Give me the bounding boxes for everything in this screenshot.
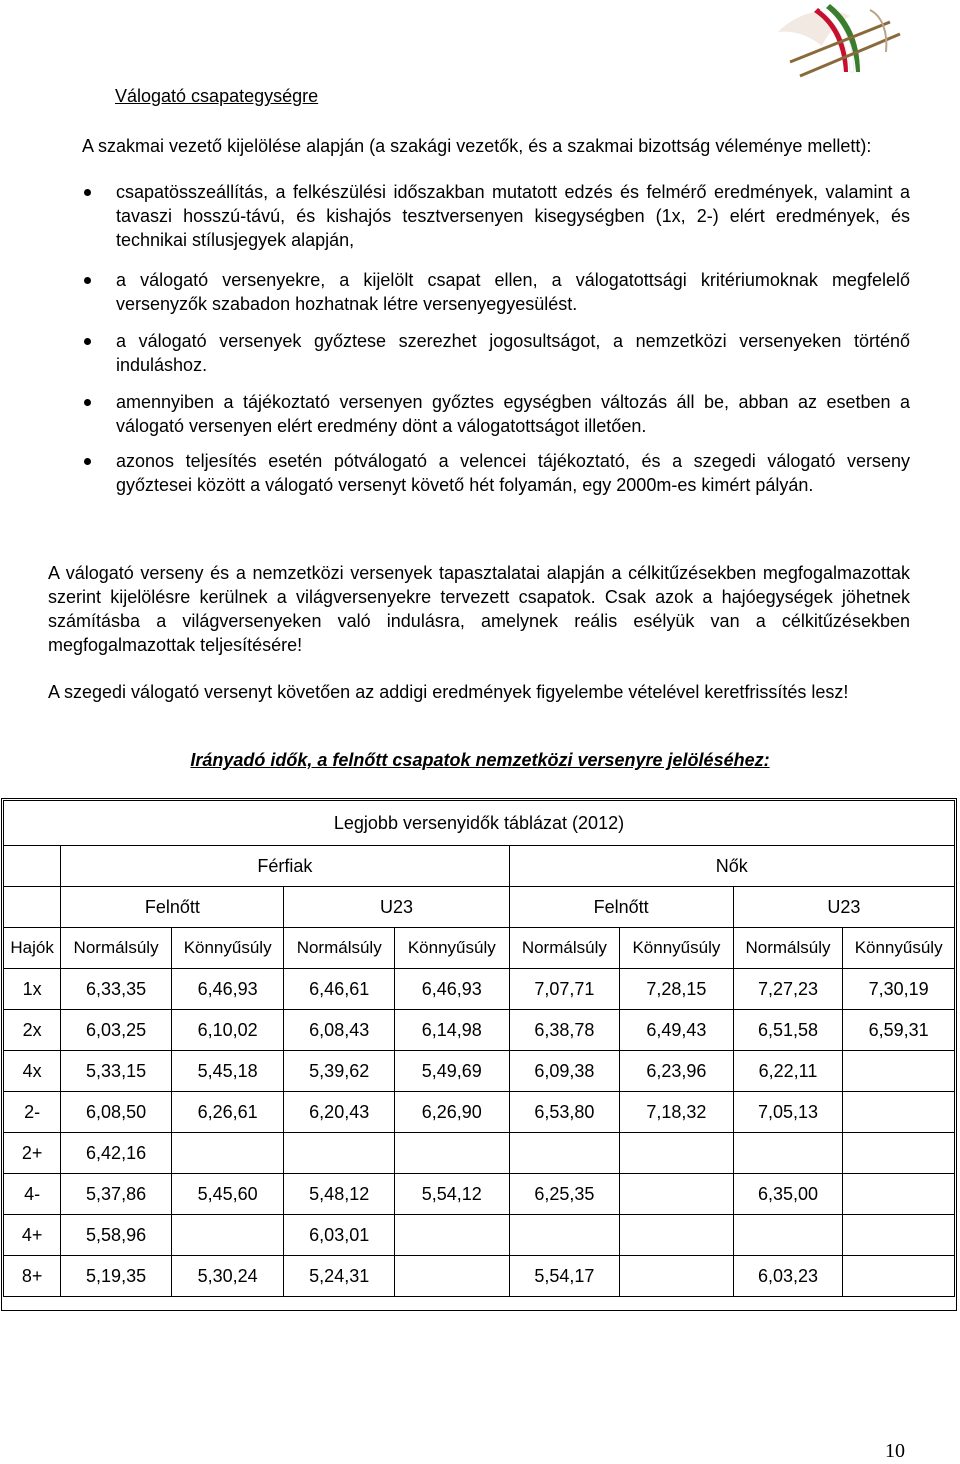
table-row: [4, 1174, 955, 1215]
table-cell-empty: [4, 846, 61, 887]
time-cell: [509, 1133, 620, 1174]
time-cell: 7,07,71: [509, 969, 620, 1010]
table-body: [4, 969, 955, 1297]
time-cell: [843, 1215, 955, 1256]
column-header: Könnyűsúly: [171, 928, 284, 969]
table-row: [4, 1256, 955, 1297]
time-cell: 5,33,15: [61, 1051, 172, 1092]
time-cell: 6,03,25: [61, 1010, 172, 1051]
time-cell: [843, 1256, 955, 1297]
bullet-icon: [84, 277, 91, 284]
time-cell: 7,05,13: [733, 1092, 843, 1133]
time-cell: 5,19,35: [61, 1256, 172, 1297]
boat-class-cell: 2x: [4, 1010, 61, 1051]
time-cell: 5,30,24: [171, 1256, 284, 1297]
intro-text: A szakmai vezető kijelölése alapján (a szakági vezetők, és a szakmai bizottság véleménye mellett):: [82, 136, 872, 156]
time-cell: 6,03,23: [733, 1256, 843, 1297]
time-cell: 7,18,32: [620, 1092, 734, 1133]
boat-class-cell: 4-: [4, 1174, 61, 1215]
time-cell: [843, 1174, 955, 1215]
list-item: csapatösszeállítás, a felkészülési időszakban mutatott edzés és felmérő eredmények, valamint a tavaszi hosszú-távú, és kishajós tesztversenyen kisegységben (1x, 2-) elért eredmények, és technikai stílusjegyek alapján,: [82, 180, 910, 252]
table-row: [4, 1010, 955, 1051]
time-cell: [171, 1133, 284, 1174]
page-number: 10: [885, 1440, 905, 1462]
column-header: Könnyűsúly: [843, 928, 955, 969]
time-cell: 6,35,00: [733, 1174, 843, 1215]
times-heading: Irányadó idők, a felnőtt csapatok nemzetközi versenyre jelöléséhez:: [190, 750, 770, 770]
time-cell: 6,09,38: [509, 1051, 620, 1092]
boat-class-cell: 4x: [4, 1051, 61, 1092]
time-cell: 6,03,01: [284, 1215, 395, 1256]
bullet-icon: [84, 458, 91, 465]
table-row: [4, 1133, 955, 1174]
boat-class-cell: 2-: [4, 1092, 61, 1133]
time-cell: 6,42,16: [61, 1133, 172, 1174]
time-cell: 6,26,61: [171, 1092, 284, 1133]
table-row: [4, 1051, 955, 1092]
time-cell: 6,26,90: [394, 1092, 509, 1133]
time-cell: 6,14,98: [394, 1010, 509, 1051]
time-cell: 6,49,43: [620, 1010, 734, 1051]
time-cell: [284, 1133, 395, 1174]
time-cell: 6,22,11: [733, 1051, 843, 1092]
group-header: Felnőtt: [509, 887, 733, 928]
bullet-icon: [84, 189, 91, 196]
time-cell: 5,54,17: [509, 1256, 620, 1297]
time-cell: 6,08,43: [284, 1010, 395, 1051]
paragraph-selection: A válogató verseny és a nemzetközi versenyek tapasztalatai alapján a célkitűzésekben megfogalmazottak szerint kijelölésre kerülnek a világversenyekre tervezett csapatok. Csak azok a hajóegységek jöhetnek számításba a világversenyeken való indulásra, amelynek reális esélyük van a célkitűzésekben megfogalmazottak teljesítésére!: [48, 563, 910, 655]
time-cell: [620, 1256, 734, 1297]
paragraph-refresh: A szegedi válogató versenyt követően az addigi eredmények figyelembe vételével keretfrissítés lesz!: [48, 682, 849, 702]
time-cell: 6,46,93: [171, 969, 284, 1010]
time-cell: 6,25,35: [509, 1174, 620, 1215]
boat-class-cell: 4+: [4, 1215, 61, 1256]
time-cell: [394, 1133, 509, 1174]
time-cell: 5,54,12: [394, 1174, 509, 1215]
time-cell: 6,20,43: [284, 1092, 395, 1133]
table-cell-empty: [4, 887, 61, 928]
time-cell: [733, 1133, 843, 1174]
time-cell: 6,59,31: [843, 1010, 955, 1051]
time-cell: [843, 1092, 955, 1133]
time-cell: 6,23,96: [620, 1051, 734, 1092]
bullet-icon: [84, 338, 91, 345]
time-cell: [843, 1051, 955, 1092]
time-cell: 7,30,19: [843, 969, 955, 1010]
table-row: [4, 969, 955, 1010]
group-header: U23: [733, 887, 954, 928]
section-title: Válogató csapategységre: [115, 86, 319, 106]
time-cell: 6,51,58: [733, 1010, 843, 1051]
list-item: a válogató versenyekre, a kijelölt csapat ellen, a válogatottsági kritériumoknak megfelelő versenyzők szabadon hozhatnak létre versenyegyesülést.: [82, 268, 910, 316]
time-cell: 5,58,96: [61, 1215, 172, 1256]
bullet-icon: [84, 399, 91, 406]
table-row: [4, 1215, 955, 1256]
column-header: Könnyűsúly: [620, 928, 734, 969]
list-item: a válogató versenyek győztese szerezhet jogosultságot, a nemzetközi versenyeken történő induláshoz.: [82, 329, 910, 377]
time-cell: 5,49,69: [394, 1051, 509, 1092]
time-cell: 6,38,78: [509, 1010, 620, 1051]
table-row: [4, 1092, 955, 1133]
time-cell: 6,33,35: [61, 969, 172, 1010]
time-cell: [620, 1174, 734, 1215]
time-cell: [394, 1256, 509, 1297]
men-header: Férfiak: [61, 846, 509, 887]
table-title: Legjobb versenyidők táblázat (2012): [4, 801, 955, 846]
best-times-table: [3, 800, 955, 1297]
women-header: Nők: [509, 846, 954, 887]
time-cell: [620, 1133, 734, 1174]
time-cell: 6,53,80: [509, 1092, 620, 1133]
time-cell: [394, 1215, 509, 1256]
time-cell: [620, 1215, 734, 1256]
time-cell: [843, 1133, 955, 1174]
time-cell: [733, 1215, 843, 1256]
time-cell: 5,45,60: [171, 1174, 284, 1215]
time-cell: [509, 1215, 620, 1256]
list-item: azonos teljesítés esetén pótválogató a velencei tájékoztató, és a szegedi válogató verseny győztesei között a válogató versenyt követő hét folyamán, egy 2000m-es kimért pályán.: [82, 449, 910, 497]
time-cell: 5,37,86: [61, 1174, 172, 1215]
boat-class-cell: 2+: [4, 1133, 61, 1174]
time-cell: 5,39,62: [284, 1051, 395, 1092]
column-header: Normálsúly: [284, 928, 395, 969]
time-cell: 5,24,31: [284, 1256, 395, 1297]
time-cell: 7,27,23: [733, 969, 843, 1010]
column-header: Könnyűsúly: [394, 928, 509, 969]
group-header: U23: [284, 887, 509, 928]
column-header: Normálsúly: [61, 928, 172, 969]
column-header: Hajók: [4, 928, 61, 969]
time-cell: 7,28,15: [620, 969, 734, 1010]
time-cell: 6,46,61: [284, 969, 395, 1010]
boat-class-cell: 1x: [4, 969, 61, 1010]
column-header: Normálsúly: [733, 928, 843, 969]
column-header: Normálsúly: [509, 928, 620, 969]
rowing-federation-logo-icon: [770, 2, 910, 82]
group-header: Felnőtt: [61, 887, 284, 928]
time-cell: 6,08,50: [61, 1092, 172, 1133]
time-cell: 5,48,12: [284, 1174, 395, 1215]
time-cell: [171, 1215, 284, 1256]
criteria-list: [82, 180, 910, 497]
list-item: amennyiben a tájékoztató versenyen győztes egységben változás áll be, abban az esetben a válogató versenyen elért eredmény dönt a válogatottságot illetően.: [82, 390, 910, 438]
boat-class-cell: 8+: [4, 1256, 61, 1297]
time-cell: 6,10,02: [171, 1010, 284, 1051]
time-cell: 5,45,18: [171, 1051, 284, 1092]
column-header-row: [4, 928, 955, 969]
time-cell: 6,46,93: [394, 969, 509, 1010]
